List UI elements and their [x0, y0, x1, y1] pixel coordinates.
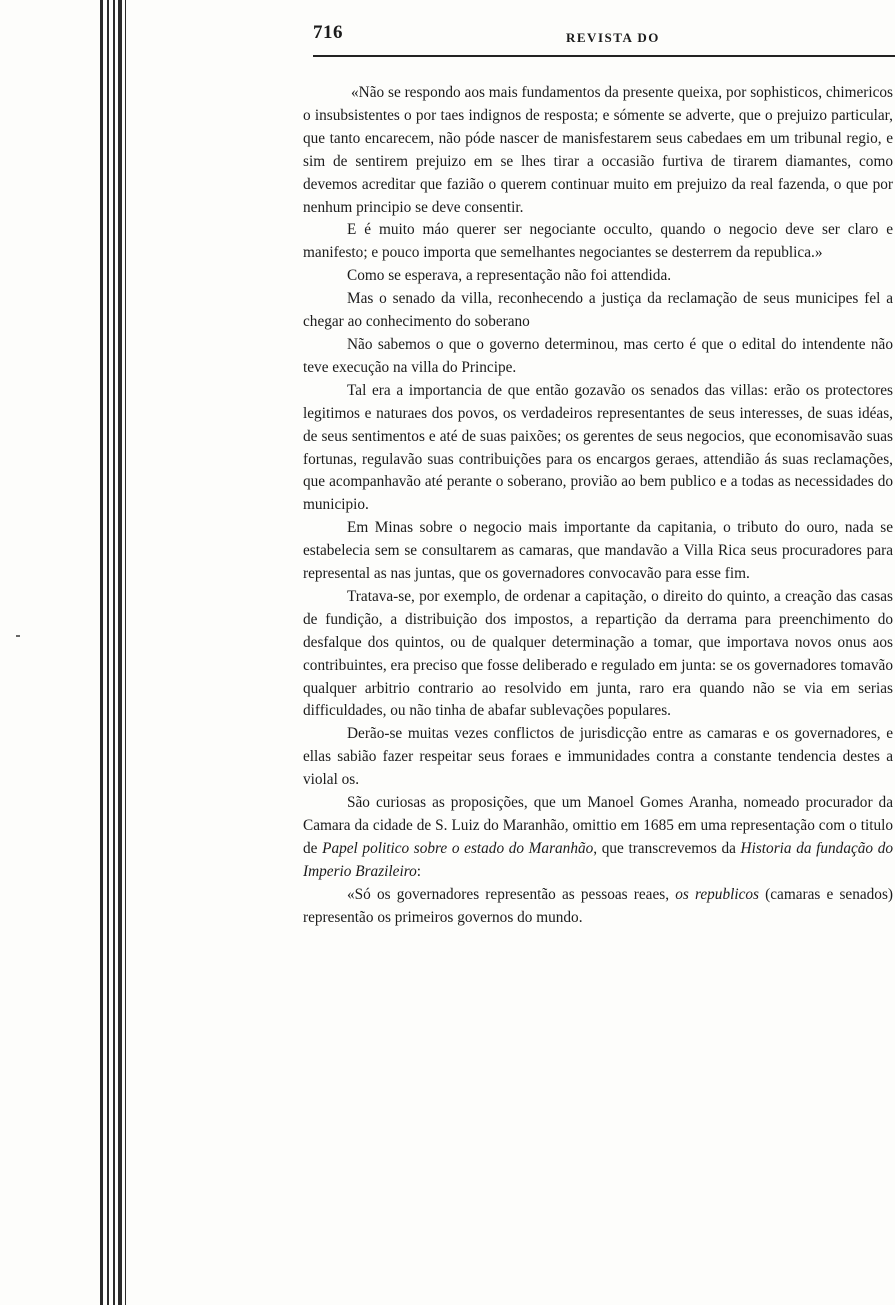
paragraph-p2: [303, 219, 893, 265]
paragraph-p8: [303, 586, 893, 723]
paragraph-p5: [303, 334, 893, 380]
text-segment: Derão-se muitas vezes conflictos de jurisdicção entre as camaras e os governadores, e ellas sabião fazer respeitar seus foraes e immunidades contra a constante tendencia destes a violal os.: [303, 725, 893, 789]
paragraph-p10: [303, 792, 893, 884]
text-segment: :: [416, 862, 421, 880]
text-segment: «Não se respondo aos mais fundamentos da presente queixa, por sophisticos, chimericos o insubsistentes o por taes indignos de resposta; e sómente se adverte, que o prejuizo particular, que tanto encarecem, não póde nascer de manisfestarem seus cabedaes em um tribunal regio, e sim de sentirem prejuizo em se lhes tirar a occasião furtiva de tirarem diamantes, como devemos acreditar que fazião o querem continuar muito em prejuizo da real fazenda, o que por nenhum principio se deve consentir.: [303, 84, 893, 216]
paragraph-p7: [303, 517, 893, 586]
header-rule: [313, 55, 895, 57]
text-segment: «Só os governadores representão as pessoas reaes,: [347, 885, 676, 903]
text-segment: Tal era a importancia de que então gozavão os senados das villas: erão os protectores legitimos e naturaes dos povos, os verdadeiros representantes de seus interesses, de suas idéas, de seus sentimentos e até de suas paixões; os gerentes de seus negocios, que economisavão suas fortunas, regulavão suas contribuições para os encargos geraes, attendião ás suas reclamações, que acompanhavão até perante o soberano, provião ao bem publico e a todas as necessidades do municipio.: [303, 381, 893, 514]
paragraph-p9: [303, 723, 893, 792]
text-segment: , que transcrevemos da: [593, 839, 741, 857]
paragraph-p11: [303, 884, 893, 930]
binding-gutter-line-3: [113, 0, 115, 1305]
page-number: 716: [313, 22, 343, 43]
text-segment: Mas o senado da villa, reconhecendo a justiça da reclamação de seus municipes fel a chegar ao conhecimento do soberano: [303, 290, 893, 331]
binding-gutter-line-4: [118, 0, 122, 1305]
text-segment: Em Minas sobre o negocio mais importante da capitania, o tributo do ouro, nada se estabelecia sem se consultarem as camaras, que mandavão a Villa Rica seus procuradores para represental as nas juntas, que os governadores convocavão para esse fim.: [303, 519, 893, 583]
running-head: REVISTA DO: [566, 30, 660, 45]
paragraph-p6: [303, 380, 893, 517]
italic-title: os republicos: [675, 885, 759, 903]
paragraph-p4: [303, 288, 893, 334]
italic-title: Papel politico sobre o estado do Maranhão: [322, 839, 594, 857]
binding-gutter-line-1: [100, 0, 103, 1305]
binding-gutter-line-5: [125, 0, 126, 1305]
paragraph-p3: [303, 265, 893, 288]
text-segment: São curiosas as proposições, que um Manoel Gomes Aranha, nomeado procurador da Camara da cidade de S. Luiz do Maranhão, omittio em 1685 em uma representação com o titulo de: [303, 794, 893, 857]
paragraph-p1: [303, 82, 893, 219]
text-segment: Tratava-se, por exemplo, de ordenar a capitação, o direito do quinto, a creação das casas de fundição, a distribuição dos impostos, a repartição da derrama para preenchimento do desfalque dos quintos, ou de qualquer determinação a tomar, que importava novos onus aos contribuintes, era preciso que fosse deliberado e regulado em junta: se os governadores tomavão qualquer arbitrio contrario ao resolvido em junta, raro era quando não se via em serias difficuldades, ou não tinha de abafar sublevações populares.: [303, 587, 893, 720]
binding-gutter-line-2: [107, 0, 109, 1305]
body-text: [303, 82, 893, 930]
margin-mark: [16, 635, 20, 637]
text-segment: Não sabemos o que o governo determinou, mas certo é que o edital do intendente não teve execução na villa do Principe.: [303, 335, 893, 376]
text-segment: E é muito máo querer ser negociante occulto, quando o negocio deve ser claro e manifesto; e pouco importa que semelhantes negociantes se desterrem da republica.»: [303, 221, 893, 262]
text-segment: (camaras e senados) representão os primeiros governos do mundo.: [303, 885, 893, 926]
italic-title: Historia da fundação do Imperio Brazileiro: [303, 839, 894, 880]
text-segment: Como se esperava, a representação não foi attendida.: [347, 267, 672, 285]
